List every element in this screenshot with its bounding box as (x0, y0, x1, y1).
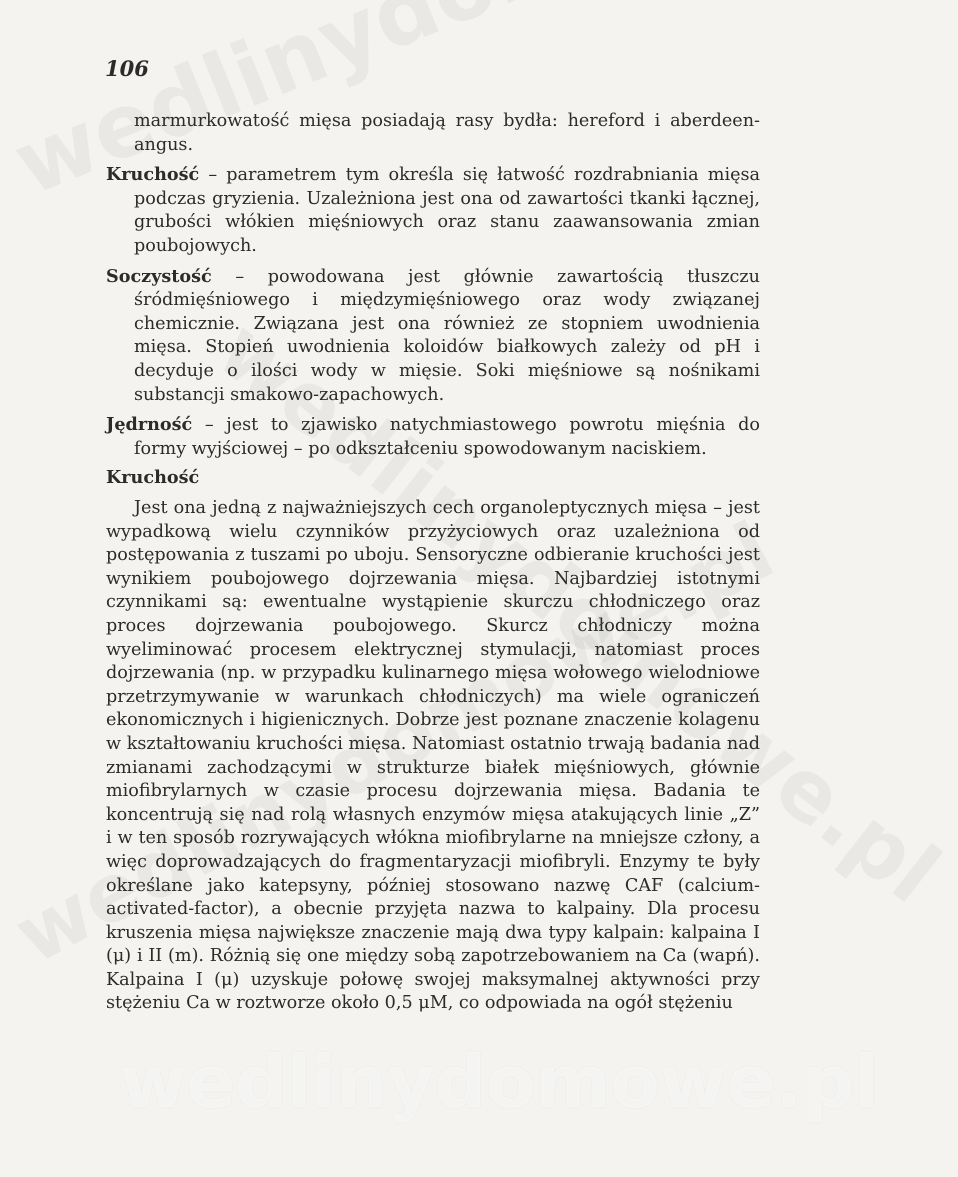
definition-term: Jędrność (106, 414, 193, 436)
definition-continuation (106, 110, 760, 157)
page-number: 106 (105, 56, 149, 81)
section-heading: Kruchość (106, 467, 200, 488)
definition-text: marmurkowatość mięsa posiadają rasy bydła: hereford i aberdeen-angus. (134, 111, 760, 155)
definition-soczystosc (106, 265, 760, 408)
definition-term: Soczystość (106, 265, 212, 287)
definition-text: – parametrem tym określa się łatwość rozdrabniania mięsa podczas gryzienia. Uzależniona jest ona od zawartości tkanki łącznej, grubości włókien mięśniowych oraz stanu zaawansowania zmian poubojowych. (134, 165, 760, 256)
definition-text: – powodowana jest głównie zawartością tłuszczu śródmięśniowego i międzymięśniowego oraz wody związanej chemicznie. Związana jest ona również ze stopniem uwodnienia mięsa. Stopień uwodnienia koloidów białkowych zależy od pH i decyduje o ilości wody w mięsie. Soki mięśniowe są nośnikami substancji smakowo-zapachowych. (134, 266, 760, 405)
definition-term: Kruchość (106, 164, 200, 186)
section-body (106, 497, 760, 1016)
watermark-footer: wedlinydomowe.pl (120, 1040, 879, 1124)
definition-list (106, 110, 760, 467)
body-paragraph: Jest ona jedną z najważniejszych cech organoleptycznych mięsa – jest wypadkową wielu czynników przyżyciowych oraz uzależniona od postępowania z tuszami po uboju. Sensoryczne odbieranie kruchości jest wynikiem poubojowego dojrzewania mięsa. Najbardziej istotnymi czynnikami są: ewentualne wystąpienie skurczu chłodniczego oraz proces dojrzewania poubojowego. Skurcz chłodniczy można wyeliminować procesem elektrycznej stymulacji, natomiast proces dojrzewania (np. w przypadku kulinarnego mięsa wołowego wielodniowe przetrzymywanie w warunkach chłodniczych) ma wiele ograniczeń ekonomicznych i higienicznych. Dobrze jest poznane znaczenie kolagenu w kształtowaniu kruchości mięsa. Natomiast ostatnio trwają badania nad zmianami zachodzącymi w strukturze białek mięśniowych, głównie miofibrylarnych w czasie procesu dojrzewania mięsa. Badania te koncentrują się nad rolą własnych enzymów mięsa atakujących linie „Z” i w ten sposób rozrywających włókna miofibrylarne na mniejsze człony, a więc doprowadzających do fragmentaryzacji miofibryli. Enzymy te były określane jako katepsyny, później stosowano nazwę CAF (calcium-activated-factor), a obecnie przyjęta nazwa to kalpainy. Dla procesu kruszenia mięsa największe znaczenie mają dwa typy kalpain: kalpaina I (μ) i II (m). Różnią się one między sobą zapotrzebowaniem na Ca (wapń). Kalpaina I (μ) uzyskuje połowę swojej maksymalnej aktywności przy stężeniu Ca w roztworze około 0,5 μM, co odpowiada na ogół stężeniu (106, 498, 760, 1014)
definition-text: – jest to zjawisko natychmiastowego powrotu mięśnia do formy wyjściowej – po odkształceniu spowodowanym naciskiem. (134, 415, 760, 459)
definition-jedrnosc (106, 413, 760, 461)
definition-kruchosc (106, 163, 760, 258)
